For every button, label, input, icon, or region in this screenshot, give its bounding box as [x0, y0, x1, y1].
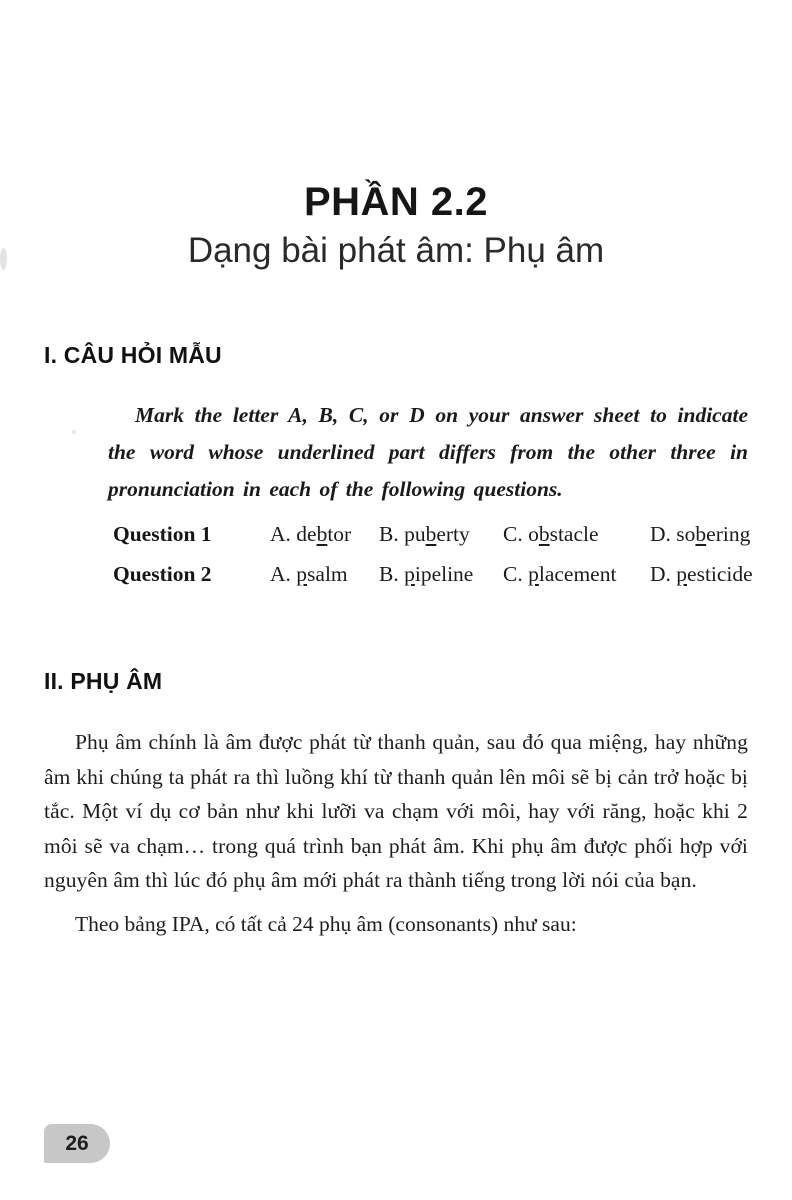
question-label: Question 2	[113, 562, 212, 586]
section1-heading: I. CÂU HỎI MẪU	[44, 342, 222, 368]
questions-block	[113, 514, 753, 594]
question-label: Question 1	[113, 522, 212, 546]
underlined-letter: p	[296, 562, 308, 586]
answer-option-a: A. psalm	[270, 562, 348, 586]
page-number-badge	[44, 1124, 110, 1163]
question-row-1	[113, 514, 751, 554]
section2-heading: II. PHỤ ÂM	[44, 668, 163, 694]
ipa-intro-paragraph: Theo bảng IPA, có tất cả 24 phụ âm (consonants) như sau:	[75, 911, 577, 936]
answer-option-b: B. pipeline	[379, 562, 474, 586]
part-subtitle: Dạng bài phát âm: Phụ âm	[187, 231, 605, 270]
answer-option-c: C. placement	[503, 562, 617, 586]
underlined-letter: b	[425, 522, 437, 546]
scan-artifact	[72, 430, 76, 434]
answer-option-b: B. puberty	[379, 522, 470, 546]
question-row-2	[113, 554, 753, 594]
answer-option-d: D. pesticide	[650, 562, 753, 586]
underlined-letter: b	[538, 522, 550, 546]
answer-option-c: C. obstacle	[503, 522, 599, 546]
page-number: 26	[65, 1131, 89, 1155]
answer-option-a: A. debtor	[270, 522, 352, 546]
underlined-letter: b	[695, 522, 707, 546]
underlined-letter: b	[316, 522, 328, 546]
underlined-letter: p	[676, 562, 688, 586]
answer-option-d: D. sobering	[650, 522, 751, 546]
consonant-paragraph: Phụ âm chính là âm được phát từ thanh quản, sau đó qua miệng, hay những âm khi chúng ta phát ra thì luồng khí từ thanh quản lên môi sẽ bị cản trở hoặc bị tắc. Một ví dụ cơ bản như khi lưỡi va chạm với môi, hay với răng, hoặc khi 2 môi sẽ va chạm… trong quá trình bạn phát âm. Khi phụ âm được phối hợp với nguyên âm thì lúc đó phụ âm mới phát ra thành tiếng trong lời nói của bạn.	[44, 730, 748, 892]
instruction-text: Mark the letter A, B, C, or D on your answer sheet to indicate the word whose underlined part differs from the other three in pronunciation in each of the following questions.	[108, 403, 748, 501]
part-title: PHẦN 2.2	[303, 180, 489, 224]
scan-artifact	[0, 248, 7, 270]
title-block	[44, 180, 748, 272]
underlined-letter: p	[528, 562, 539, 586]
underlined-letter: p	[404, 562, 415, 586]
